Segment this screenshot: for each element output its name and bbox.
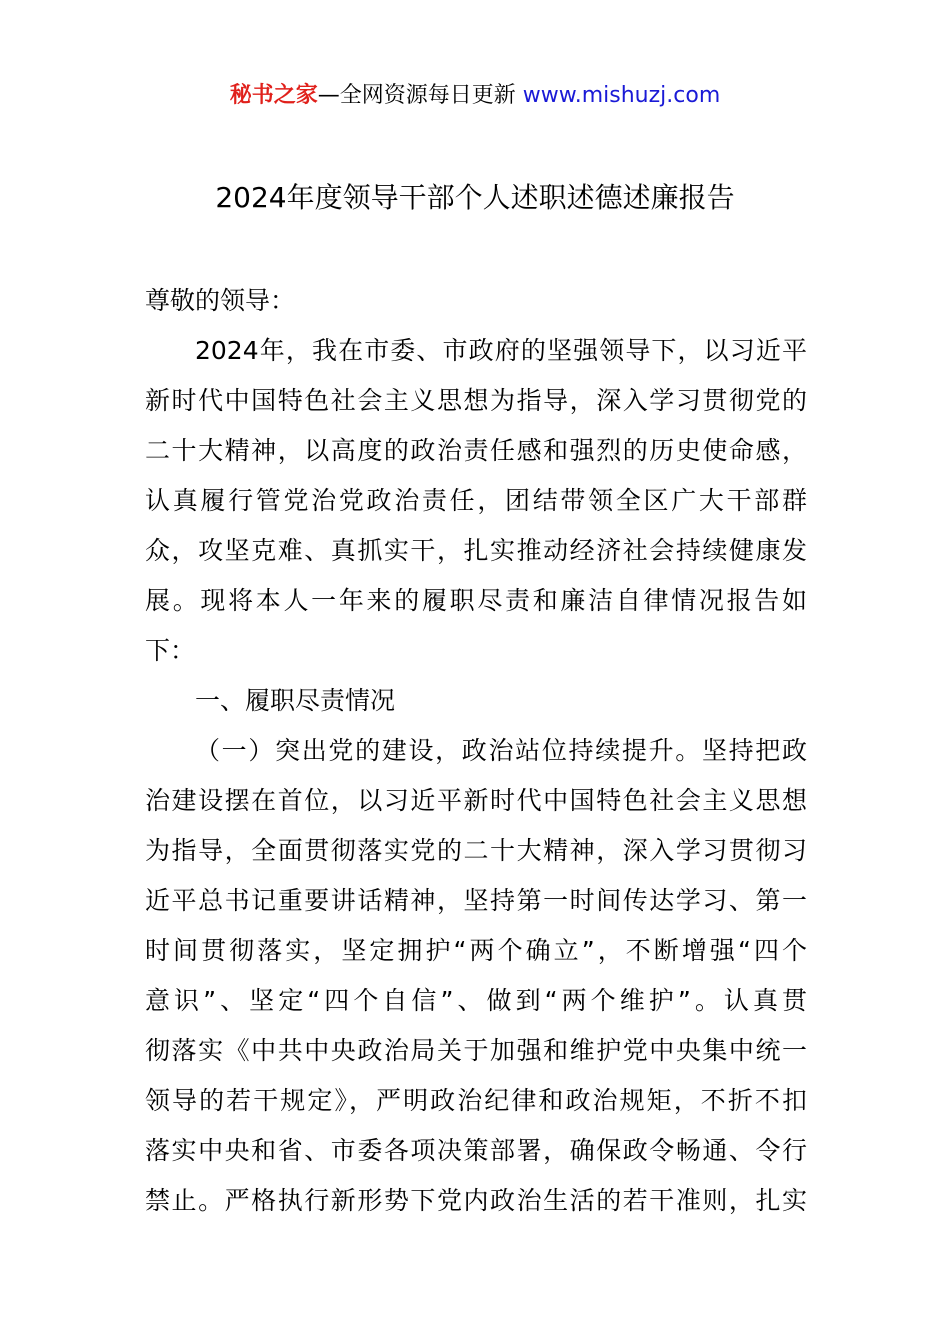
site-url-link[interactable]: www.mishuzj.com <box>522 83 721 108</box>
paragraph-line: 众，攻坚克难、真抓实干，扎实推动经济社会持续健康发 <box>145 536 807 565</box>
paragraph-line: 彻落实《中共中央政治局关于加强和维护党中央集中统一 <box>145 1036 807 1065</box>
paragraph-line: 认真履行管党治党政治责任，团结带领全区广大干部群 <box>145 486 807 515</box>
paragraph-line: 领导的若干规定》，严明政治纪律和政治规矩，不折不扣 <box>145 1086 807 1115</box>
paragraph-line: 禁止。严格执行新形势下党内政治生活的若干准则，扎实 <box>145 1186 807 1215</box>
salutation: 尊敬的领导： <box>145 286 296 315</box>
paragraph-line: 展。现将本人一年来的履职尽责和廉洁自律情况报告如 <box>145 586 807 615</box>
paragraph-line: 落实中央和省、市委各项决策部署，确保政令畅通、令行 <box>145 1136 807 1165</box>
paragraph-line: 近平总书记重要讲话精神，坚持第一时间传达学习、第一 <box>145 886 807 915</box>
document-body <box>145 276 807 1226</box>
paragraph-line: 治建设摆在首位，以习近平新时代中国特色社会主义思想 <box>145 786 807 815</box>
paragraph-line: （一）突出党的建设，政治站位持续提升。坚持把政 <box>195 736 807 765</box>
document-title: 2024年度领导干部个人述职述德述廉报告 <box>215 181 735 214</box>
site-brand: 秘书之家 <box>229 83 318 108</box>
paragraph-line: 二十大精神，以高度的政治责任感和强烈的历史使命感， <box>145 436 807 465</box>
paragraph-line: 新时代中国特色社会主义思想为指导，深入学习贯彻党的 <box>145 386 807 415</box>
paragraph-line: 意识”、坚定“四个自信”、做到“两个维护”。认真贯 <box>145 986 807 1015</box>
paragraph-line: 下： <box>145 636 196 665</box>
paragraph-line: 时间贯彻落实，坚定拥护“两个确立”，不断增强“四个 <box>145 936 807 965</box>
site-tagline: —全网资源每日更新 <box>317 83 523 108</box>
paragraph-line: 2024年，我在市委、市政府的坚强领导下，以习近平 <box>195 336 807 365</box>
section-heading: 一、履职尽责情况 <box>195 686 396 715</box>
site-header <box>0 78 950 114</box>
paragraph-line: 为指导，全面贯彻落实党的二十大精神，深入学习贯彻习 <box>145 836 807 865</box>
